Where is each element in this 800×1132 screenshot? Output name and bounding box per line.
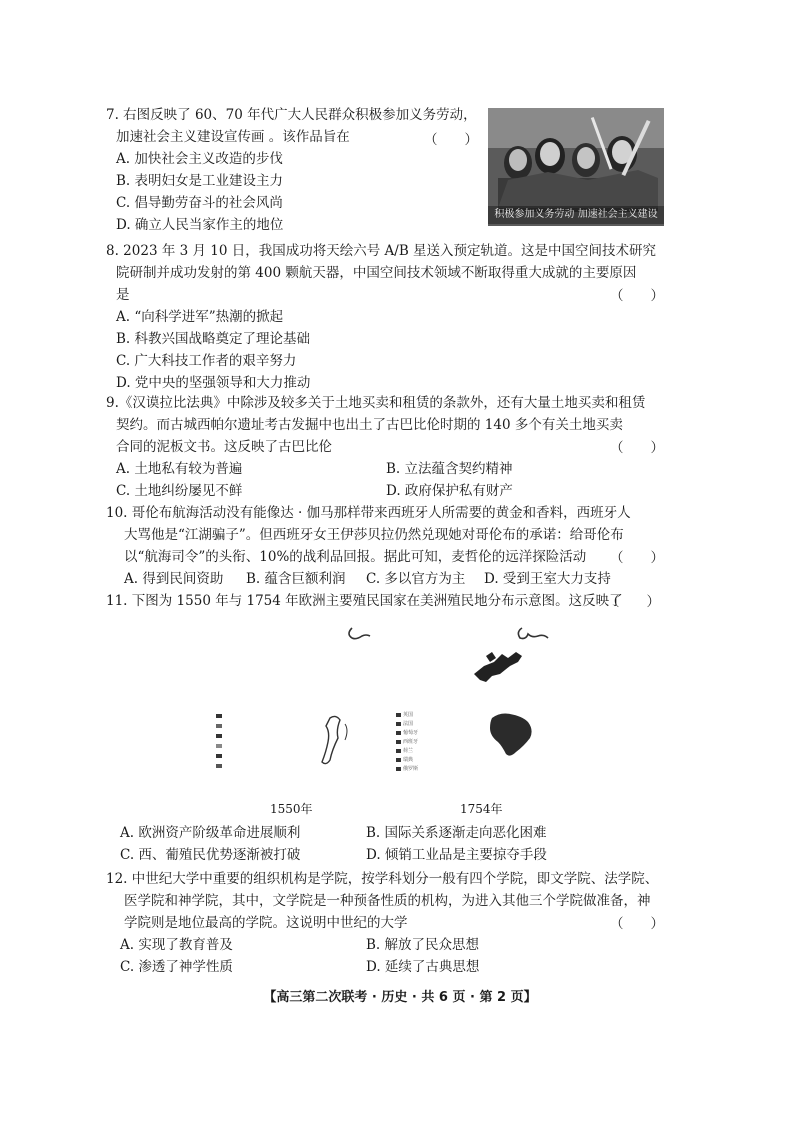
q11-options-row-1: [106, 822, 666, 844]
q7-line-1: 7. 右图反映了 60、70 年代广大人民群众积极参加义务劳动，: [106, 107, 477, 123]
q12-line-3: 学院则是地位最高的学院。这说明中世纪的大学: [124, 915, 408, 931]
q11-option-b: B. 国际关系逐渐走向恶化困难: [366, 825, 547, 841]
q11-line-1: 11. 下图为 1550 年与 1754 年欧洲主要殖民国家在美洲殖民地分布示意图。这反映了: [106, 593, 623, 609]
q10-answer-paren: （ ）: [610, 550, 664, 566]
poster-caption: 积极参加义务劳动 加速社会主义建设: [488, 206, 664, 224]
legend-1754-item-2: 法国: [396, 721, 413, 728]
q7-option-c: C. 倡导勤劳奋斗的社会风尚: [116, 195, 283, 211]
page-footer: 【高三第二次联考 · 历史 · 共 6 页 · 第 2 页】: [263, 990, 537, 1005]
q9-line-2: 契约。而古城西帕尔遗址考古发掘中也出土了古巴比伦时期的 140 多个有关土地买卖: [116, 417, 623, 433]
legend-1754-item-1: 英国: [396, 712, 413, 719]
map-1754: [474, 628, 548, 756]
legend-1754-item-5: 荷兰: [396, 748, 413, 755]
q11-options-row-2: [106, 844, 666, 866]
question-11-options: [106, 822, 666, 866]
q11-option-c: C. 西、葡殖民优势逐渐被打破: [120, 847, 301, 863]
q12-options-row-1: [106, 934, 706, 956]
q9-option-d: D. 政府保护私有财产: [386, 483, 513, 499]
q9-option-b: B. 立法蕴含契约精神: [386, 461, 513, 477]
q8-option-a: A. “向科学进军”热潮的掀起: [116, 309, 284, 325]
map-label-1754: 1754年: [460, 802, 503, 816]
map-1550: [322, 628, 370, 764]
q12-option-b: B. 解放了民众思想: [366, 937, 480, 953]
q7-option-a: A. 加快社会主义改造的步伐: [116, 151, 283, 167]
legend-1754-item-4: 西班牙: [396, 739, 418, 746]
q10-option-c: C. 多以官方为主: [366, 571, 466, 587]
q8-answer-paren: （ ）: [610, 288, 664, 304]
q12-answer-paren: （ ）: [610, 916, 664, 932]
q9-line-3: 合同的泥板文书。这反映了古巴比伦: [116, 439, 332, 455]
q9-answer-paren: （ ）: [610, 440, 664, 456]
q9-line-1: 9.《汉谟拉比法典》中除涉及较多关于土地买卖和租赁的条款外，还有大量土地买卖和租赁: [106, 395, 646, 411]
question-7: [106, 104, 486, 236]
q8-option-c: C. 广大科技工作者的艰辛努力: [116, 353, 297, 369]
legend-1754-item-6: 瑞典: [396, 757, 413, 764]
q10-line-3: 以“航海司令”的头衔、10%的战利品回报。据此可知，麦哲伦的远洋探险活动: [124, 549, 587, 565]
q12-line-2: 医学院和神学院，其中，文学院是一种预备性质的机构，为进入其他三个学院做准备，神: [124, 893, 651, 909]
q8-line-3: 是: [116, 287, 130, 303]
legend-1550-swatches: [216, 714, 222, 768]
q12-option-c: C. 渗透了神学性质: [120, 959, 233, 975]
q10-option-d: D. 受到王室大力支持: [484, 571, 611, 587]
q7-answer-paren: （ ）: [424, 132, 478, 148]
q12-options-row-2: [106, 956, 706, 978]
q12-option-d: D. 延续了古典思想: [366, 959, 480, 975]
q9-options-row-1: [106, 458, 706, 480]
q8-option-d: D. 党中央的坚强领导和大力推动: [116, 375, 311, 391]
q10-line-2: 大骂他是“江湖骗子”。但西班牙女王伊莎贝拉仍然兑现她对哥伦布的承诺：给哥伦布: [124, 527, 624, 543]
q7-line-2: 加速社会主义建设宣传画 。该作品旨在: [116, 129, 350, 145]
question-8: [106, 240, 706, 394]
q11-answer-paren: （ ）: [606, 594, 660, 610]
legend-1754-item-3: 葡萄牙: [396, 730, 418, 737]
q10-line-1: 10. 哥伦布航海活动没有能像达 · 伽马那样带来西班牙人所需要的黄金和香料，西班牙人: [106, 505, 631, 521]
legend-1754-item-7: 俄罗斯: [396, 766, 418, 773]
q8-option-b: B. 科教兴国战略奠定了理论基础: [116, 331, 311, 347]
map-label-1550: 1550年: [270, 802, 313, 816]
q7-option-b: B. 表明妇女是工业建设主力: [116, 173, 284, 189]
q11-option-a: A. 欧洲资产阶级革命进展顺利: [120, 825, 301, 841]
q10-option-b: B. 蕴含巨额利润: [246, 571, 346, 587]
q10-option-a: A. 得到民间资助: [124, 571, 224, 587]
q9-option-a: A. 土地私有较为普遍: [116, 461, 243, 477]
q9-options-row-2: [106, 480, 706, 502]
q11-option-d: D. 倾销工业品是主要掠夺手段: [366, 847, 547, 863]
q8-line-2: 院研制并成功发射的第 400 颗航天器，中国空间技术领域不断取得重大成就的主要原因: [116, 265, 637, 281]
q8-line-1: 8. 2023 年 3 月 10 日，我国成功将天绘六号 A/B 星送入预定轨道。这是中国空间技术研究: [106, 243, 657, 259]
q12-line-1: 12. 中世纪大学中重要的组织机构是学院，按学科划分一般有四个学院，即文学院、法学院、: [106, 871, 659, 887]
q10-options-row: [106, 568, 706, 590]
propaganda-poster-image: [488, 108, 664, 226]
q9-option-c: C. 土地纠纷屡见不鲜: [116, 483, 243, 499]
question-11: [106, 590, 666, 612]
q7-option-d: D. 确立人民当家作主的地位: [116, 217, 284, 233]
q12-option-a: A. 实现了教育普及: [120, 937, 233, 953]
